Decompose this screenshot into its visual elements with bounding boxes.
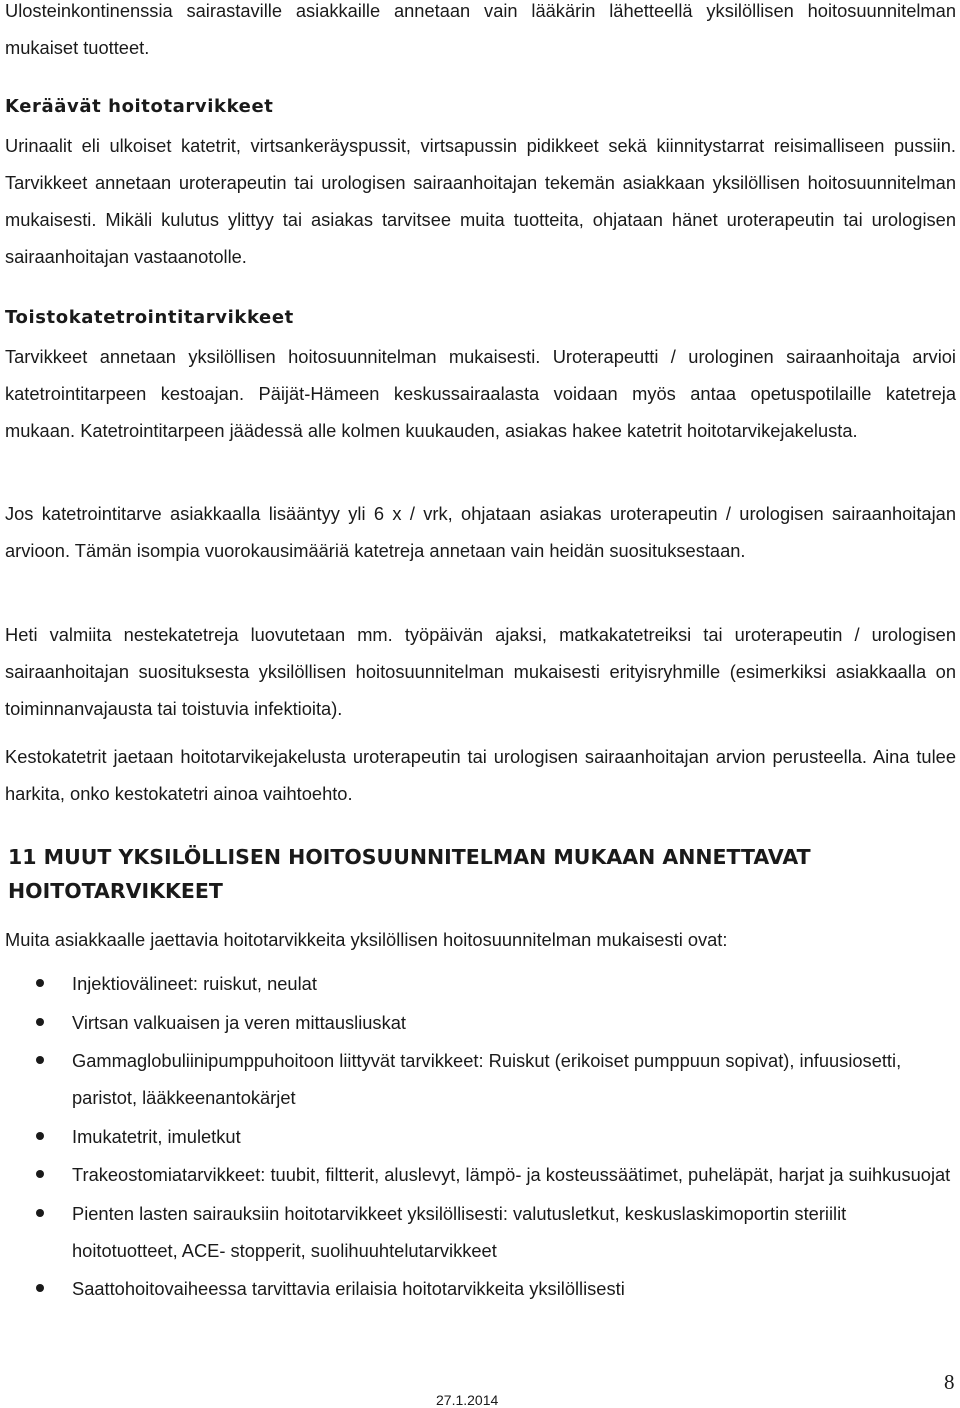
list-item-text: Injektiovälineet: ruiskut, neulat (72, 973, 317, 994)
paragraph-toistokatetrointi: Tarvikkeet annetaan yksilöllisen hoitosuunnitelman mukaisesti. Uroterapeutti / urologinen sairaanhoitaja arvioi katetrointitarpeen kestoajan. Päijät-Hämeen keskussairaalasta voidaan myös antaa opetuspotilaille katetreja mukaan. Katetrointitarpeen jäädessä alle kolmen kuukauden, asiakas hakee katetrit hoitotarvikejakelusta. (5, 346, 956, 441)
paragraph-nestekatetrit: Heti valmiita nestekatetreja luovutetaan mm. työpäivän ajaksi, matkakatetreiksi tai uroterapeutin / urologisen sairaanhoitajan suosituksesta yksilöllisen hoitosuunnitelman mukaisesti erityisryhmille (esimerkiksi asiakkaalla on toiminnanvajausta tai toistuvia infektioita). (5, 624, 956, 719)
list-item (0, 1195, 956, 1269)
list-item (0, 1156, 956, 1193)
bullet-icon (36, 1209, 44, 1217)
list-item (0, 1118, 956, 1155)
supplies-list (0, 965, 956, 1309)
paragraph-keraavat: Urinaalit eli ulkoiset katetrit, virtsankeräyspussit, virtsapussin pidikkeet sekä kiinnitystarrat reisimalliseen pussiin. Tarvikkeet annetaan uroterapeutin tai urologisen sairaanhoitajan tekemän asiakkaan yksilöllisen hoitosuunnitelman mukaisesti. Mikäli kulutus ylittyy tai asiakas tarvitsee muita tuotteita, ohjataan hänet uroterapeutin tai urologisen sairaanhoitajan vastaanotolle. (5, 135, 956, 267)
heading-toistokatetrointitarvikkeet: Toistokatetrointitarvikkeet (5, 307, 294, 328)
footer-date: 27.1.2014 (436, 1392, 499, 1408)
paragraph-ulosteinkontinenssi: Ulosteinkontinenssia sairastaville asiakkaille annetaan vain lääkärin lähetteellä yksilöllisen hoitosuunnitelman mukaiset tuotteet. (5, 0, 956, 58)
paragraph-katetrointitarve: Jos katetrointitarve asiakkaalla lisääntyy yli 6 x / vrk, ohjataan asiakas uroterapeutin / urologisen sairaanhoitajan arvioon. Tämän isompia vuorokausimääriä katetreja annetaan vain heidän suosituksestaan. (5, 503, 956, 561)
list-item (0, 1270, 956, 1307)
bullet-icon (36, 1132, 44, 1140)
list-item-text: Saattohoitovaiheessa tarvittavia erilaisia hoitotarvikkeita yksilöllisesti (72, 1278, 625, 1299)
list-item (0, 1042, 956, 1116)
bullet-icon (36, 979, 44, 987)
paragraph-muita-tarvikkeita: Muita asiakkaalle jaettavia hoitotarvikkeita yksilöllisen hoitosuunnitelman mukaisesti ovat: (5, 929, 728, 950)
heading-keraavat-hoitotarvikkeet: Keräävät hoitotarvikkeet (5, 96, 274, 117)
paragraph-kestokatetrit: Kestokatetrit jaetaan hoitotarvikejakelusta uroterapeutin tai urologisen sairaanhoitajan arvion perusteella. Aina tulee harkita, onko kestokatetri ainoa vaihtoehto. (5, 746, 956, 804)
list-item-text: Imukatetrit, imuletkut (72, 1125, 241, 1147)
list-item-text: Trakeostomiatarvikkeet: tuubit, filtterit, aluslevyt, lämpö- ja kosteussäätimet, puheläpät, harjat ja suihkusuojat (72, 1164, 951, 1185)
bullet-icon (36, 1018, 44, 1026)
list-item (0, 965, 956, 1002)
list-item (0, 1004, 956, 1041)
heading-section-11: 11 MUUT YKSILÖLLISEN HOITOSUUNNITELMAN MUKAAN ANNETTAVAT HOITOTARVIKKEET (8, 845, 811, 903)
bullet-icon (36, 1056, 44, 1064)
bullet-icon (36, 1284, 44, 1292)
page-number: 8 (944, 1370, 955, 1394)
list-item-text: Gammaglobuliinipumppuhoitoon liittyvät tarvikkeet: Ruiskut (erikoiset pumppuun sopivat), infuusiosetti, paristot, lääkkeenantokärjet (72, 1050, 902, 1108)
list-item-text: Pienten lasten sairauksiin hoitotarvikkeet yksilöllisesti: valutusletkut, keskuslaskimoportin steriilit hoitotuotteet, ACE- stopperit, suolihuuhtelutarvikkeet (72, 1202, 847, 1261)
list-item-text: Virtsan valkuaisen ja veren mittausliuskat (72, 1011, 406, 1033)
bullet-icon (36, 1170, 44, 1178)
